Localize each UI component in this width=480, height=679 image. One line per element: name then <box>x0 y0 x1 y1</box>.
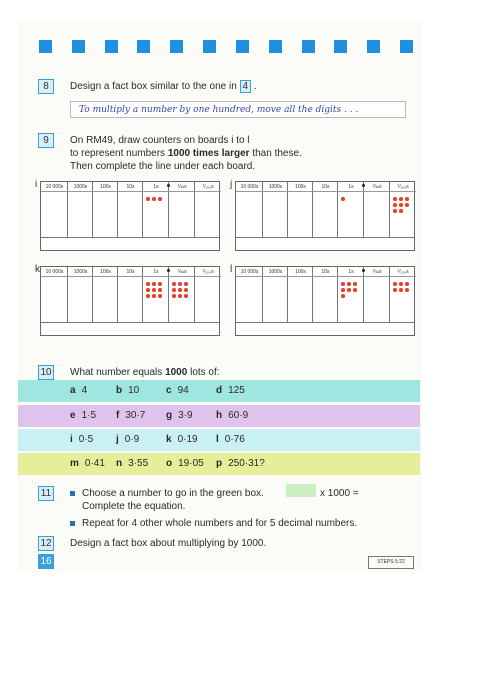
item-value: 19·05 <box>178 458 204 469</box>
item-letter: a <box>70 385 76 396</box>
column-header: ⅒s <box>364 267 390 277</box>
answer-line <box>41 322 219 323</box>
column-header: 10s <box>313 182 338 192</box>
item-letter: b <box>116 385 123 396</box>
counter <box>158 197 162 201</box>
board-label-l: l <box>230 264 233 275</box>
counter <box>341 288 345 292</box>
counter <box>184 282 188 286</box>
item-letter: o <box>166 458 173 469</box>
question-8-instruction: Design a fact box similar to the one in <box>70 81 237 92</box>
counter <box>405 282 409 286</box>
question-band <box>18 453 420 475</box>
question-9-line-2-post: than these. <box>249 148 302 159</box>
question-8-text <box>70 80 257 93</box>
question-10-text-post: lots of: <box>187 367 220 378</box>
item-letter: c <box>166 385 172 396</box>
board-label-i: i <box>35 179 38 190</box>
question-item[interactable] <box>216 429 245 451</box>
column-header: ⅟₁₀₀s <box>390 267 416 277</box>
column-header: 10 000s <box>41 182 68 192</box>
question-9-line-2 <box>70 147 302 160</box>
question-item[interactable] <box>216 380 245 402</box>
decimal-point-marker <box>167 269 170 272</box>
question-item[interactable] <box>216 405 248 427</box>
counter <box>341 282 345 286</box>
header-square <box>105 40 118 53</box>
column-header: ⅟₁₀₀s <box>195 267 221 277</box>
item-letter: k <box>166 434 172 445</box>
counter <box>152 197 156 201</box>
counter <box>399 282 403 286</box>
counter <box>158 282 162 286</box>
item-value: 250·31? <box>228 458 265 469</box>
item-letter: f <box>116 410 120 421</box>
question-12-text: Design a fact box about multiplying by 1000. <box>70 538 267 549</box>
column-header: ⅒s <box>169 267 195 277</box>
question-9-number: 9 <box>38 133 54 148</box>
item-value: 3·55 <box>128 458 149 469</box>
column-header: 10s <box>313 267 338 277</box>
item-value: 0·9 <box>124 434 140 445</box>
bullet-icon <box>70 521 75 526</box>
item-value: 0·76 <box>224 434 245 445</box>
counter <box>341 294 345 298</box>
question-8-number: 8 <box>38 79 54 94</box>
green-answer-box[interactable] <box>286 484 316 497</box>
item-letter: p <box>216 458 223 469</box>
column-header: 100s <box>288 267 313 277</box>
question-10-text-bold: 1000 <box>165 367 188 378</box>
question-item[interactable] <box>116 453 148 475</box>
header-squares <box>39 40 413 53</box>
column-header: 1s <box>143 267 169 277</box>
counter <box>353 282 357 286</box>
counter <box>393 209 397 213</box>
column-header: ⅟₁₀₀s <box>390 182 416 192</box>
counter <box>353 288 357 292</box>
counter <box>399 288 403 292</box>
counter <box>146 197 150 201</box>
item-letter: d <box>216 385 223 396</box>
question-item[interactable] <box>70 429 93 451</box>
column-header: 1000s <box>263 267 288 277</box>
question-item[interactable] <box>166 380 189 402</box>
counter <box>341 197 345 201</box>
counter <box>184 288 188 292</box>
page-number: 16 <box>38 554 54 569</box>
counter <box>152 288 156 292</box>
question-item[interactable] <box>70 405 96 427</box>
question-12-number: 12 <box>38 536 54 551</box>
question-band <box>18 429 420 451</box>
counter <box>399 209 403 213</box>
column-header: 1s <box>143 182 169 192</box>
counter <box>158 294 162 298</box>
question-item[interactable] <box>166 405 193 427</box>
item-letter: e <box>70 410 76 421</box>
counter <box>152 294 156 298</box>
counter <box>172 288 176 292</box>
column-header: 100s <box>93 182 118 192</box>
item-value: 10 <box>128 385 140 396</box>
decimal-point-marker <box>167 184 170 187</box>
item-value: 30·7 <box>125 410 146 421</box>
counter <box>158 288 162 292</box>
header-square <box>236 40 249 53</box>
board-k[interactable] <box>40 266 220 336</box>
counter <box>405 203 409 207</box>
counter <box>393 288 397 292</box>
steps-label: STEPS 5:22 <box>368 556 414 569</box>
item-value: 0·19 <box>177 434 198 445</box>
item-letter: h <box>216 410 223 421</box>
header-square <box>334 40 347 53</box>
header-square <box>72 40 85 53</box>
header-square <box>170 40 183 53</box>
counter <box>184 294 188 298</box>
column-header: 10 000s <box>236 182 263 192</box>
column-header: 1000s <box>263 182 288 192</box>
question-item[interactable] <box>166 453 204 475</box>
column-header: 10 000s <box>41 267 68 277</box>
question-item[interactable] <box>70 380 87 402</box>
item-value: 125 <box>228 385 245 396</box>
answer-line <box>236 237 414 238</box>
question-11-bullet-2: Repeat for 4 other whole numbers and for 5 decimal numbers. <box>82 518 358 529</box>
counter <box>393 197 397 201</box>
item-value: 3·9 <box>178 410 193 421</box>
question-item[interactable] <box>116 429 139 451</box>
column-header: ⅒s <box>364 182 390 192</box>
counter <box>405 197 409 201</box>
counter <box>399 203 403 207</box>
item-letter: l <box>216 434 219 445</box>
column-header: 100s <box>288 182 313 192</box>
question-item[interactable] <box>116 405 145 427</box>
item-value: 4 <box>81 385 88 396</box>
header-square <box>137 40 150 53</box>
answer-line <box>236 322 414 323</box>
question-9-line-2-pre: to represent numbers <box>70 148 168 159</box>
question-10-text <box>70 366 220 379</box>
item-value: 0·5 <box>78 434 94 445</box>
question-band <box>18 405 420 427</box>
answer-line <box>41 237 219 238</box>
item-value: 1·5 <box>81 410 97 421</box>
counter <box>172 282 176 286</box>
question-item[interactable] <box>166 429 198 451</box>
question-item[interactable] <box>70 453 105 475</box>
header-square <box>39 40 52 53</box>
item-value: 0·41 <box>84 458 105 469</box>
question-8-reference: 4 <box>240 80 252 93</box>
question-11-bullet-1: Choose a number to go in the green box. <box>82 488 264 499</box>
counter <box>152 282 156 286</box>
column-header: 1s <box>338 182 364 192</box>
column-header: 10 000s <box>236 267 263 277</box>
item-letter: n <box>116 458 123 469</box>
board-l[interactable] <box>235 266 415 336</box>
question-8-period: . <box>253 81 257 92</box>
question-10-text-pre: What number equals <box>70 367 166 378</box>
item-letter: g <box>166 410 173 421</box>
question-10-number: 10 <box>38 365 54 380</box>
header-square <box>269 40 282 53</box>
question-item[interactable] <box>116 380 139 402</box>
counter <box>178 282 182 286</box>
question-11-number: 11 <box>38 486 54 501</box>
counter <box>172 294 176 298</box>
column-header: 10s <box>118 182 143 192</box>
question-9-line-3: Then complete the line under each board. <box>70 161 256 172</box>
column-header: ⅟₁₀₀s <box>195 182 221 192</box>
counter <box>178 294 182 298</box>
board-label-k: k <box>35 264 40 275</box>
board-i[interactable] <box>40 181 220 251</box>
column-header: 1000s <box>68 267 93 277</box>
question-9-line-2-bold: 1000 times larger <box>167 148 250 159</box>
header-square <box>302 40 315 53</box>
header-square <box>367 40 380 53</box>
counter <box>347 282 351 286</box>
column-header: ⅒s <box>169 182 195 192</box>
bullet-icon <box>70 491 75 496</box>
counter <box>146 288 150 292</box>
decimal-point-marker <box>362 269 365 272</box>
board-j[interactable] <box>235 181 415 251</box>
times-1000-equals: x 1000 = <box>320 488 359 499</box>
question-band <box>18 380 420 402</box>
column-header: 1s <box>338 267 364 277</box>
item-letter: m <box>70 458 79 469</box>
counter <box>146 282 150 286</box>
counter <box>405 288 409 292</box>
counter <box>393 282 397 286</box>
question-9-line-1: On RM49, draw counters on boards i to l <box>70 135 250 146</box>
handwritten-example: To multiply a number by one hundred, move all the digits . . . <box>70 101 406 118</box>
item-letter: j <box>116 434 119 445</box>
item-value: 94 <box>177 385 189 396</box>
question-11-bullet-1-line-2: Complete the equation. <box>82 501 186 512</box>
item-letter: i <box>70 434 73 445</box>
question-item[interactable] <box>216 453 265 475</box>
counter <box>178 288 182 292</box>
decimal-point-marker <box>362 184 365 187</box>
column-header: 100s <box>93 267 118 277</box>
column-header: 10s <box>118 267 143 277</box>
header-square <box>400 40 413 53</box>
item-value: 60·9 <box>228 410 249 421</box>
counter <box>393 203 397 207</box>
header-square <box>203 40 216 53</box>
counter <box>399 197 403 201</box>
column-header: 1000s <box>68 182 93 192</box>
counter <box>146 294 150 298</box>
board-label-j: j <box>230 179 233 190</box>
counter <box>347 288 351 292</box>
